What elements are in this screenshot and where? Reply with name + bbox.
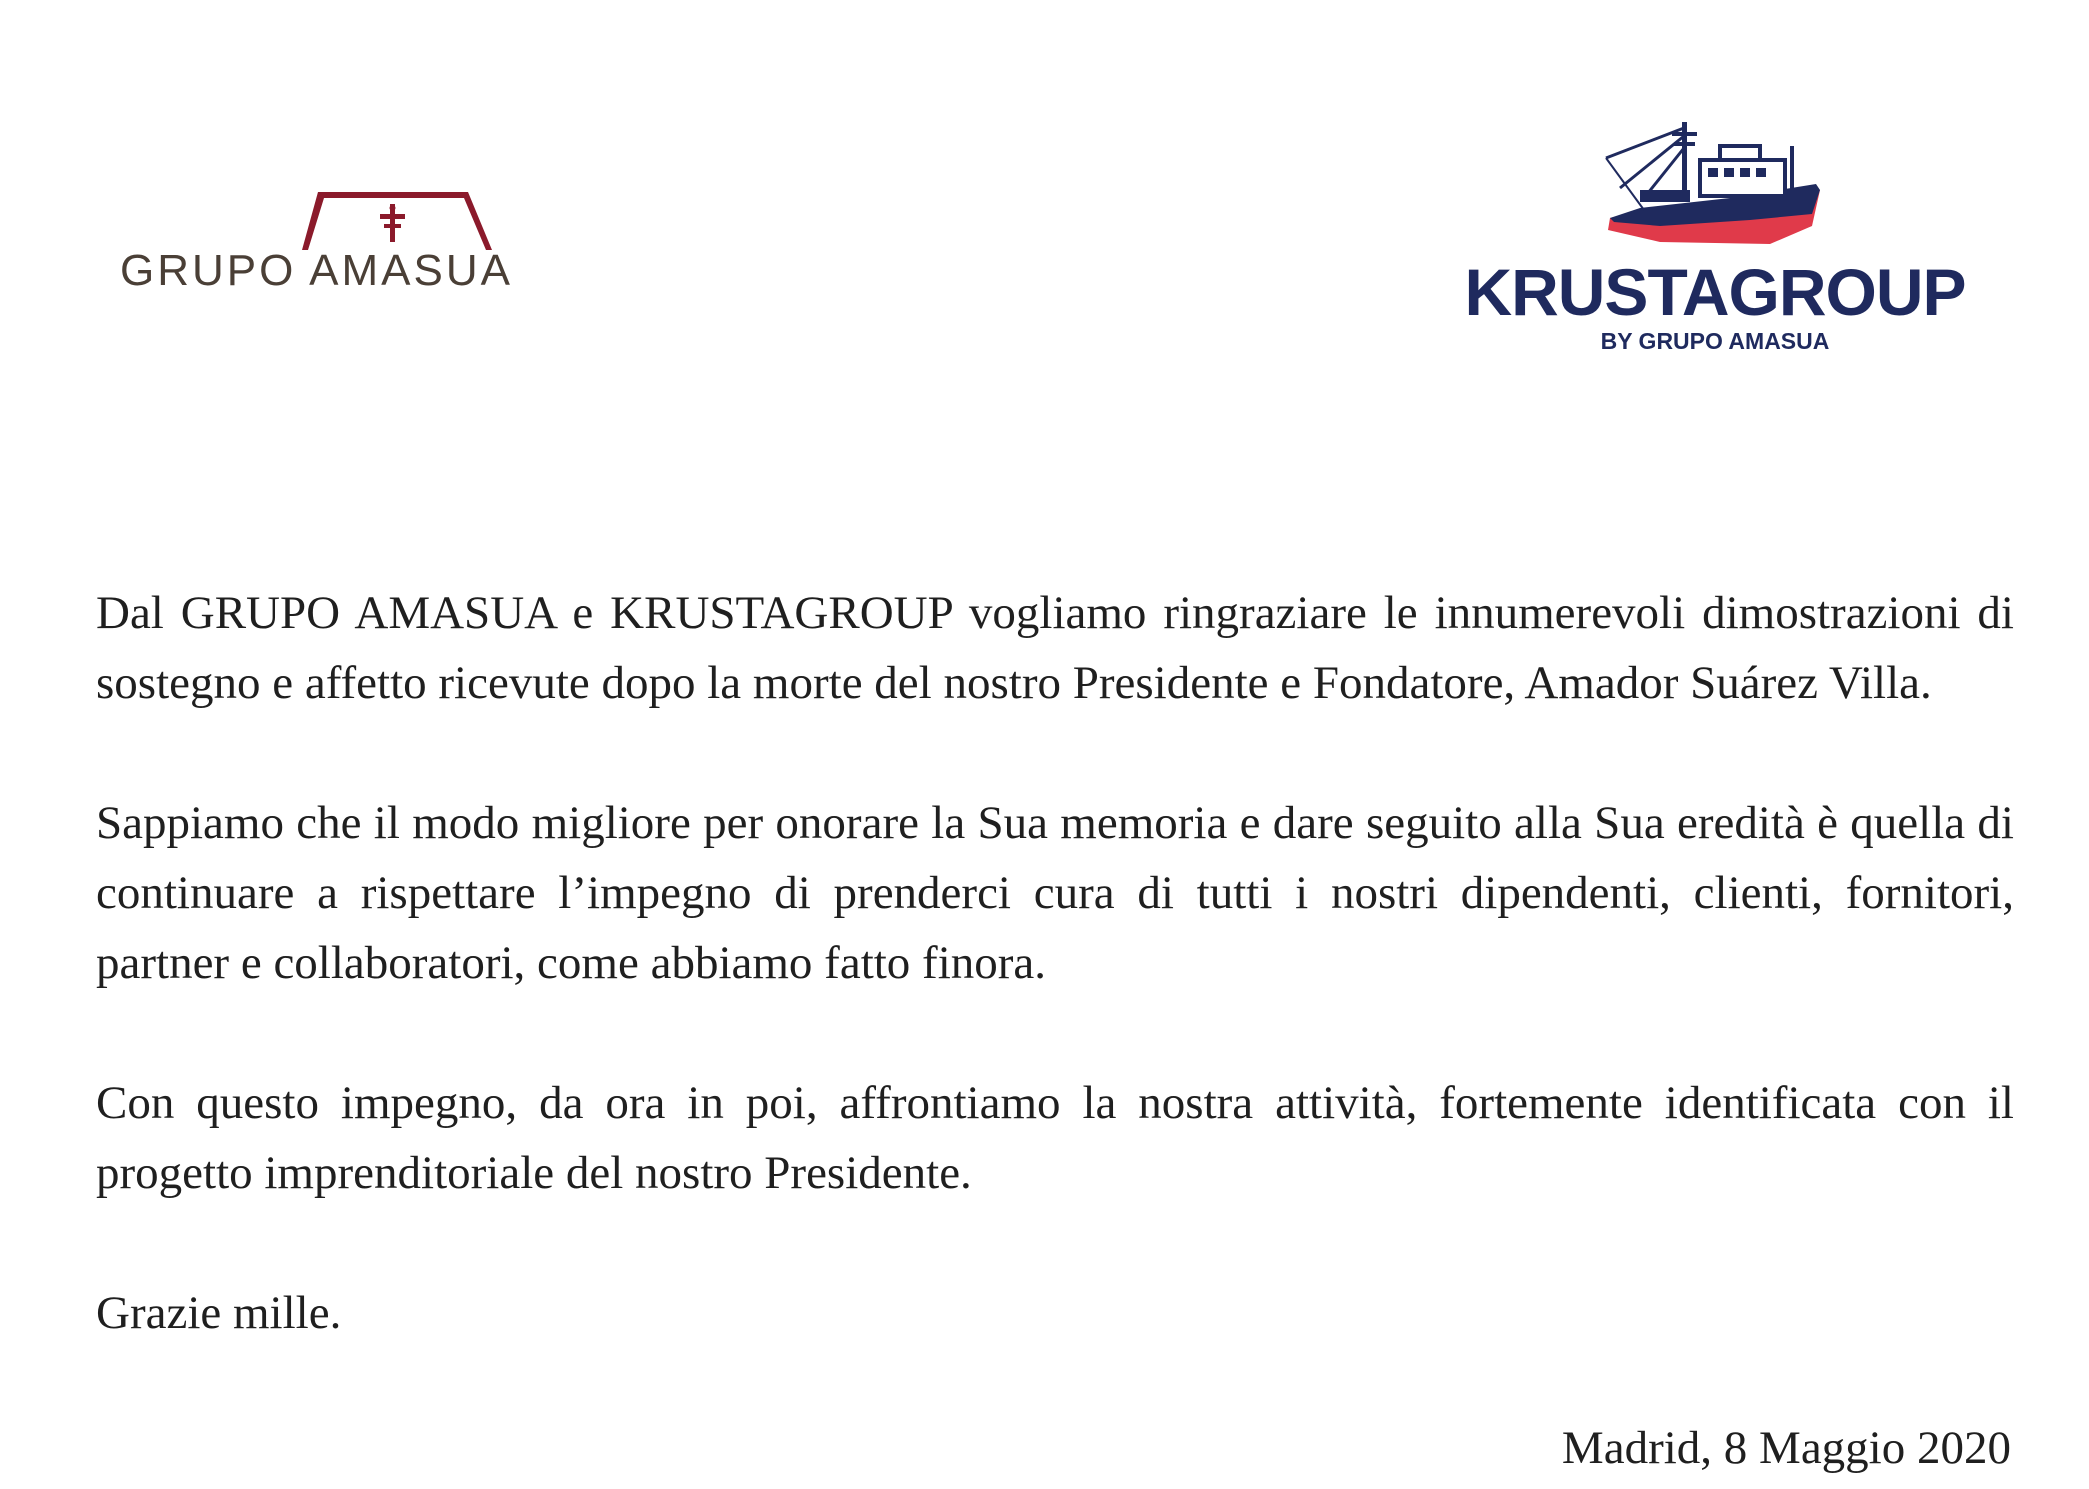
letter-body (96, 578, 2014, 1348)
letter-paragraph-1: Dal GRUPO AMASUA e KRUSTAGROUP vogliamo ringraziare le innumerevoli dimostrazioni di sostegno e affetto ricevute dopo la morte del nostro Presidente e Fondatore, Amador Suárez Villa. (96, 587, 2014, 709)
letter-paragraph-3: Con questo impegno, da ora in poi, affrontiamo la nostra attività, fortemente identificata con il progetto imprenditoriale del nostro Presidente. (96, 1077, 2014, 1199)
krustagroup-logo (1455, 118, 1975, 358)
arch-cross-icon (118, 184, 598, 254)
letter-paragraph-2: Sappiamo che il modo migliore per onorare la Sua memoria e dare seguito alla Sua eredità è quella di continuare a rispettare l’impegno di prenderci cura di tutti i nostri dipendenti, clienti, fornitori, partner e collaboratori, come abbiamo fatto finora. (96, 797, 2014, 989)
krustagroup-logo-subtitle: BY GRUPO AMASUA (1600, 328, 1830, 354)
letter-place-date: Madrid, 8 Maggio 2020 (1561, 1422, 2011, 1474)
grupo-amasua-logo (118, 184, 598, 304)
fishing-boat-icon (1600, 118, 1830, 253)
krustagroup-logo-name: KRUSTAGROUP (1464, 255, 1966, 329)
letter-closing: Grazie mille. (96, 1287, 342, 1339)
grupo-amasua-logo-text: GRUPO AMASUA (120, 246, 513, 295)
